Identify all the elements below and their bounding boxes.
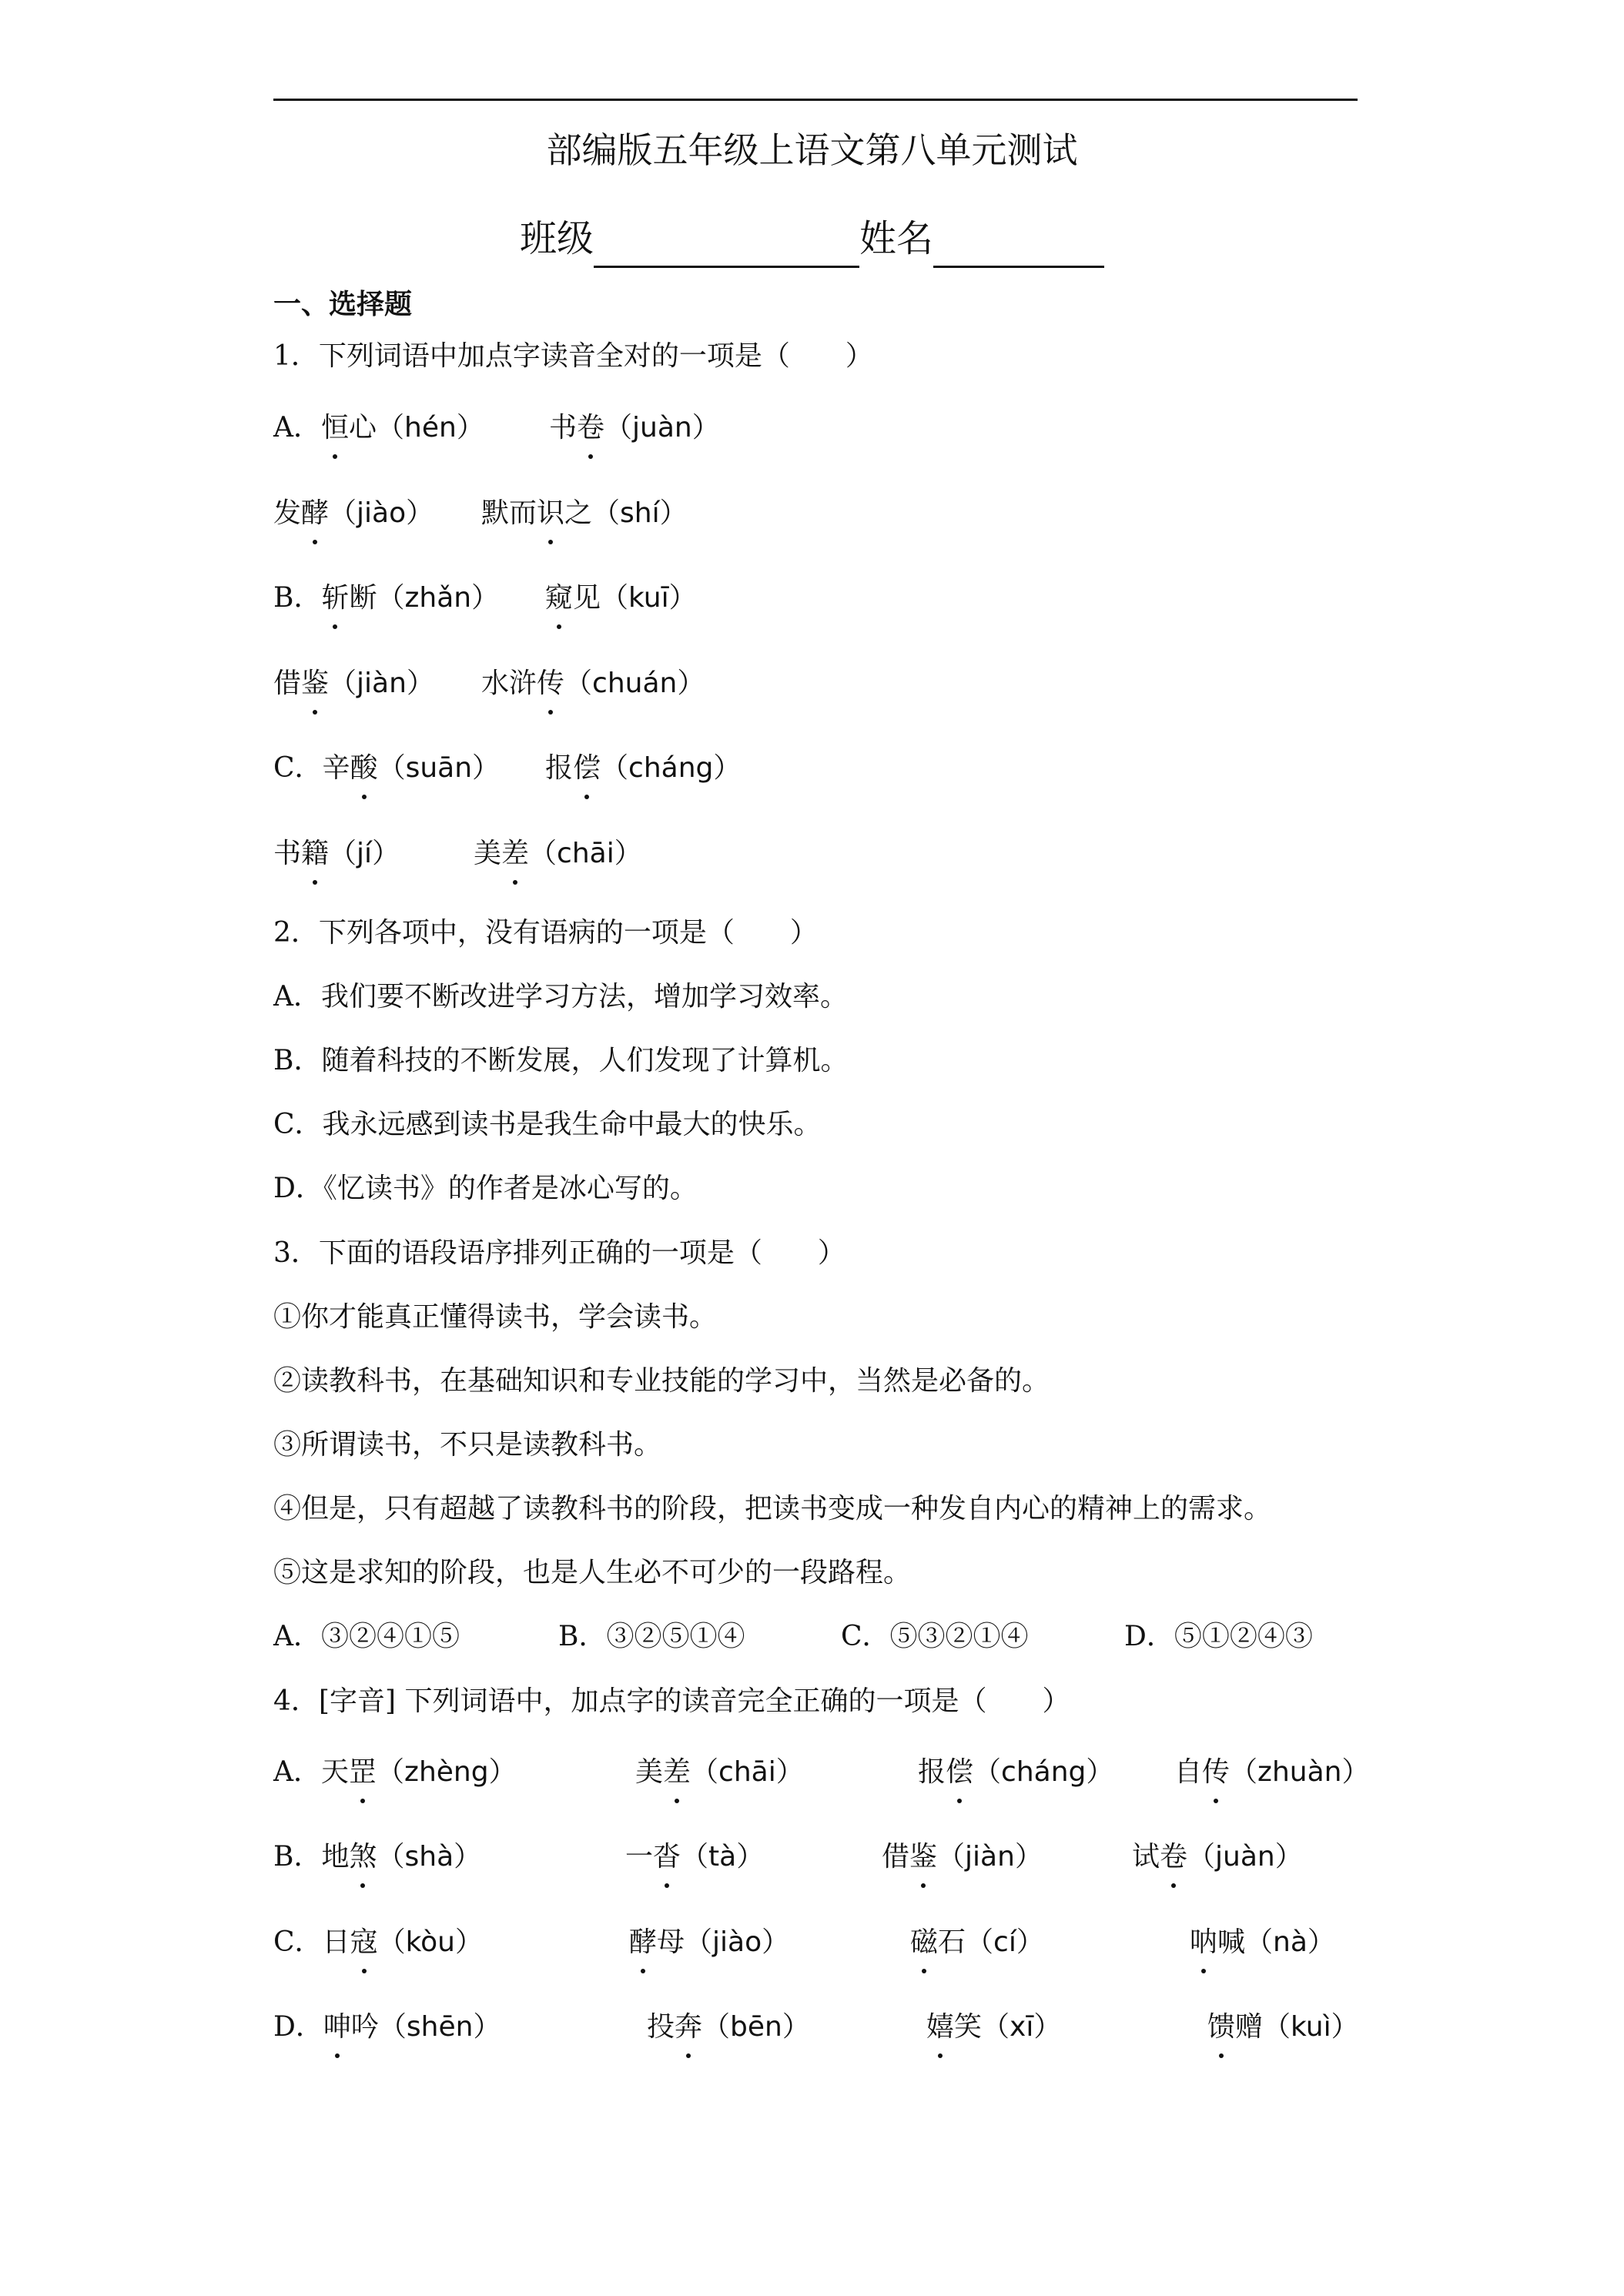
name-label: 姓名 — [859, 217, 934, 260]
q2-option-c[interactable]: C．我永远感到读书是我生命中最大的快乐。 — [273, 1109, 822, 1140]
q2-option-b[interactable]: B．随着科技的不断发展，人们发现了计算机。 — [273, 1045, 849, 1076]
q3-option-d[interactable]: D．⑤①②④③ — [1124, 1621, 1313, 1652]
q4-option-b-word3: 借鉴（jiàn） — [882, 1836, 1043, 1879]
q3-sentence-4: ④但是，只有超越了读教科书的阶段，把读书变成一种发自内心的精神上的需求。 — [273, 1493, 1272, 1525]
q4-option-a-word4: 自传（zhuàn） — [1174, 1751, 1369, 1794]
q2-option-d[interactable]: D．《忆读书》的作者是冰心写的。 — [273, 1173, 698, 1204]
q2-option-a[interactable]: A．我们要不断改进学习方法，增加学习效率。 — [273, 981, 848, 1012]
q1-option-a-word4: 默而识之（shí） — [481, 492, 688, 535]
q4-option-c-word4: 呐喊（nà） — [1190, 1921, 1335, 1964]
question-2-stem: 2．下列各项中，没有语病的一项是（ ） — [273, 917, 818, 949]
q4-option-a-word3: 报偿（cháng） — [918, 1751, 1113, 1794]
q4-option-c-word1[interactable]: C．日寇（kòu） — [273, 1921, 483, 1964]
q1-option-a-word1[interactable]: A．恒心（hén） — [273, 407, 484, 450]
header-rule — [273, 99, 1358, 101]
q1-option-c-word4: 美差（chāi） — [474, 832, 642, 875]
q3-sentence-1: ①你才能真正懂得读书，学会读书。 — [273, 1301, 718, 1333]
section-heading: 一、选择题 — [273, 288, 413, 320]
q4-option-d-word4: 馈赠（kuì） — [1207, 2006, 1359, 2049]
q1-option-b-word3: 借鉴（jiàn） — [273, 662, 434, 705]
q4-option-b-word2: 一沓（tà） — [625, 1836, 764, 1879]
class-label: 班级 — [519, 217, 594, 260]
q1-option-c-word3: 书籍（jí） — [273, 832, 400, 875]
q3-sentence-3: ③所谓读书，不只是读教科书。 — [273, 1429, 662, 1461]
q4-option-a-word1[interactable]: A．天罡（zhèng） — [273, 1751, 517, 1794]
q3-option-a[interactable]: A．③②④①⑤ — [273, 1621, 460, 1652]
q4-option-b-word4: 试卷（juàn） — [1132, 1836, 1303, 1879]
q4-option-d-word1[interactable]: D．呻吟（shēn） — [273, 2006, 501, 2049]
page-title: 部编版五年级上语文第八单元测试 — [546, 129, 1078, 171]
q1-option-b-word2: 窥见（kuī） — [545, 577, 697, 620]
q4-option-b-word1[interactable]: B．地煞（shà） — [273, 1836, 481, 1879]
q3-option-b[interactable]: B．③②⑤①④ — [558, 1621, 745, 1652]
q1-option-c-word1[interactable]: C．辛酸（suān） — [273, 747, 500, 790]
question-3-stem: 3．下面的语段语序排列正确的一项是（ ） — [273, 1237, 845, 1269]
q4-option-d-word3: 嬉笑（xī） — [926, 2006, 1061, 2049]
question-4-stem: 4．[字音] 下列词语中，加点字的读音完全正确的一项是（ ） — [273, 1685, 1070, 1717]
question-1-stem: 1．下列词语中加点字读音全对的一项是（ ） — [273, 340, 873, 372]
q4-option-c-word3: 磁石（cí） — [910, 1921, 1044, 1964]
name-blank[interactable] — [933, 219, 1104, 268]
q3-sentence-2: ②读教科书，在基础知识和专业技能的学习中，当然是必备的。 — [273, 1365, 1050, 1397]
q1-option-c-word2: 报偿（cháng） — [545, 747, 741, 790]
q1-option-b-word1[interactable]: B．斩断（zhǎn） — [273, 577, 499, 620]
q1-option-b-word4: 水浒传（chuán） — [481, 662, 705, 705]
q4-option-d-word2: 投奔（bēn） — [647, 2006, 810, 2049]
q1-option-a-word2: 书卷（juàn） — [549, 407, 720, 450]
q3-sentence-5: ⑤这是求知的阶段，也是人生必不可少的一段路程。 — [273, 1557, 912, 1588]
class-name-line — [0, 209, 1624, 268]
q4-option-c-word2: 酵母（jiào） — [629, 1921, 789, 1964]
q4-option-a-word2: 美差（chāi） — [635, 1751, 804, 1794]
class-blank[interactable] — [594, 219, 859, 268]
q3-option-c[interactable]: C．⑤③②①④ — [841, 1621, 1029, 1652]
q1-option-a-word3: 发酵（jiào） — [273, 492, 434, 535]
